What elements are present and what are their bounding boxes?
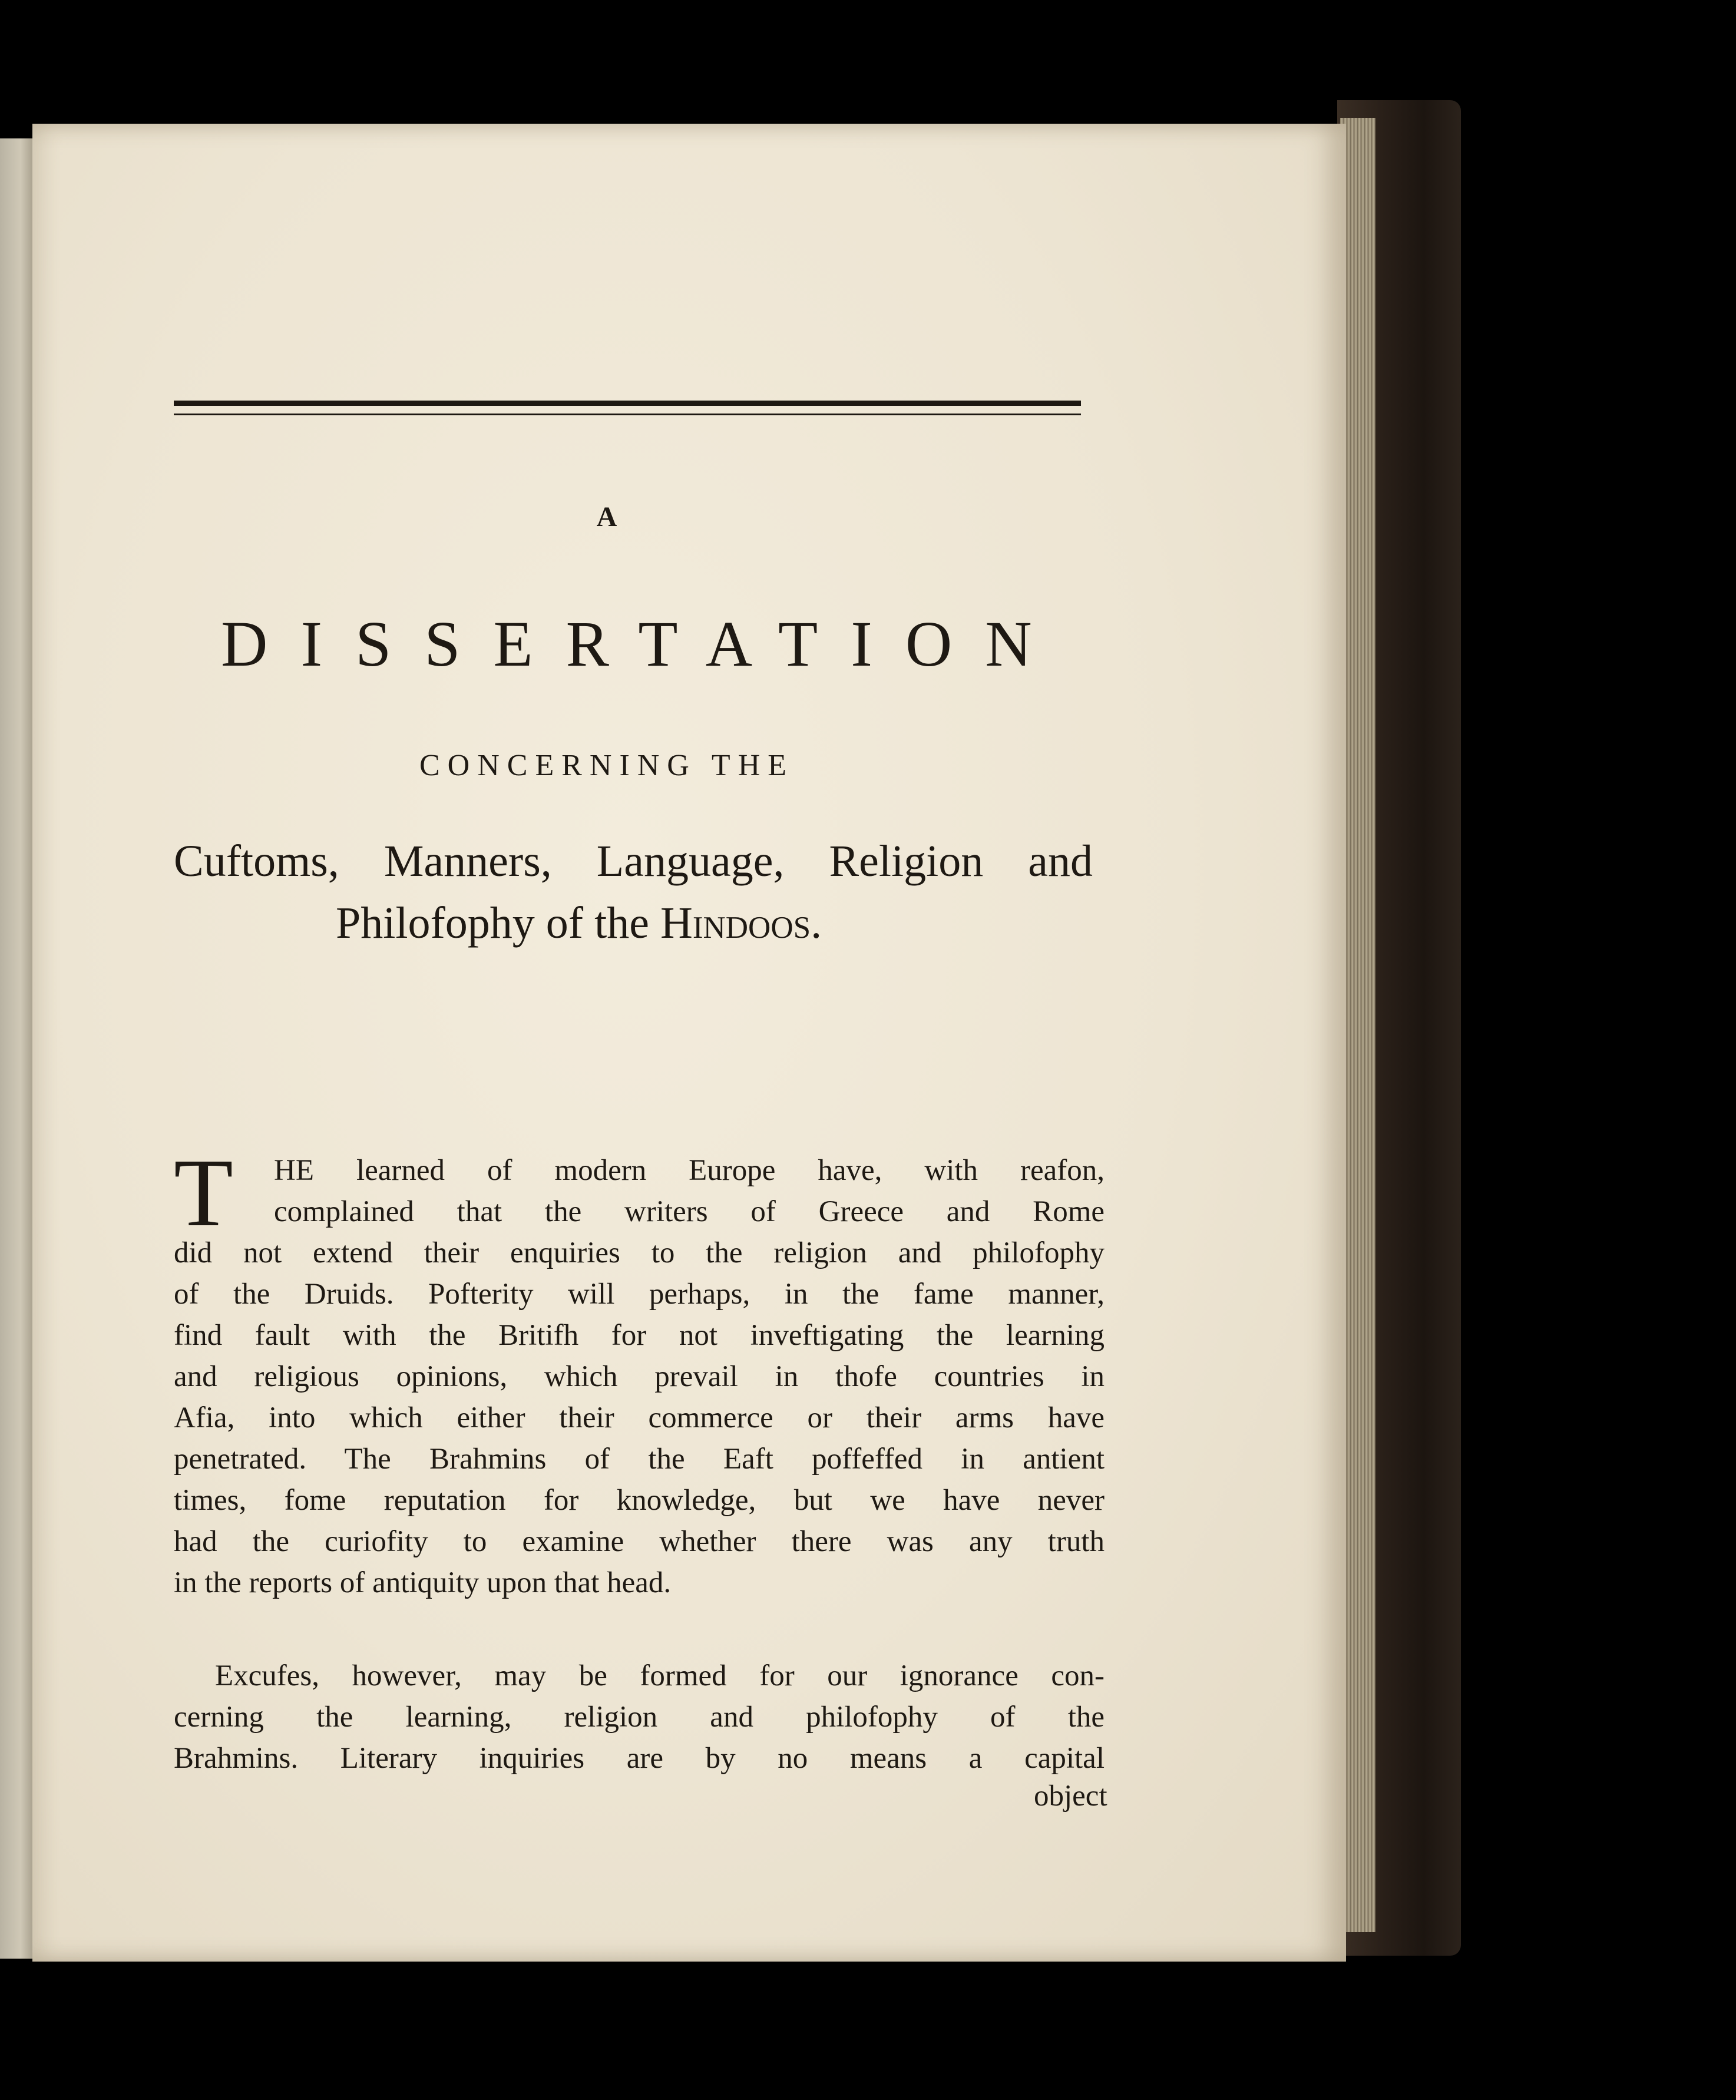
paragraph-line: cerning the learning, religion and philofophy of the xyxy=(174,1701,1105,1734)
paragraph-line: Excufes, however, may be formed for our ignorance con- xyxy=(215,1659,1105,1692)
title-concerning: CONCERNING THE xyxy=(419,749,795,782)
subtitle-hindoos: Hindoos. xyxy=(660,898,822,948)
page-title: DISSERTATION xyxy=(221,608,1065,680)
paragraph-line: of the Druids. Pofterity will perhaps, in the fame manner, xyxy=(174,1278,1105,1311)
paragraph-line: in the reports of antiquity upon that head. xyxy=(174,1566,672,1599)
paragraph-line: Afia, into which either their commerce or their arms have xyxy=(174,1401,1105,1434)
paragraph-line: and religious opinions, which prevail in thofe countries in xyxy=(174,1360,1105,1393)
header-rule-thin xyxy=(174,414,1081,415)
catchword: object xyxy=(1034,1780,1107,1813)
paragraph-line: did not extend their enquiries to the religion and philofophy xyxy=(174,1236,1105,1269)
paragraph-line: times, fome reputation for knowledge, but we have never xyxy=(174,1484,1105,1517)
paragraph-1 xyxy=(174,1139,1105,1603)
paragraph-line: HE learned of modern Europe have, with reafon, xyxy=(274,1154,1105,1187)
subtitle-line-1: Cuftoms, Manners, Language, Religion and xyxy=(174,836,1093,886)
subtitle xyxy=(174,831,1093,954)
paragraph-line: complained that the writers of Greece and Rome xyxy=(274,1195,1105,1228)
paragraph-line: find fault with the Britifh for not inveftigating the learning xyxy=(174,1319,1105,1352)
paragraph-line: Brahmins. Literary inquiries are by no means a capital xyxy=(174,1742,1105,1775)
drop-cap: T xyxy=(174,1139,233,1246)
paragraph-line: penetrated. The Brahmins of the Eaft poffeffed in antient xyxy=(174,1443,1105,1476)
facing-page-edge xyxy=(0,138,34,1959)
paragraph-2 xyxy=(174,1655,1105,1779)
page xyxy=(32,124,1346,1962)
title-article: A xyxy=(596,501,617,533)
subtitle-line-2 xyxy=(174,892,1093,954)
paragraph-line: had the curiofity to examine whether there was any truth xyxy=(174,1525,1105,1558)
header-rule-thick xyxy=(174,401,1081,406)
subtitle-line-2-prefix: Philofophy of the xyxy=(336,898,660,948)
